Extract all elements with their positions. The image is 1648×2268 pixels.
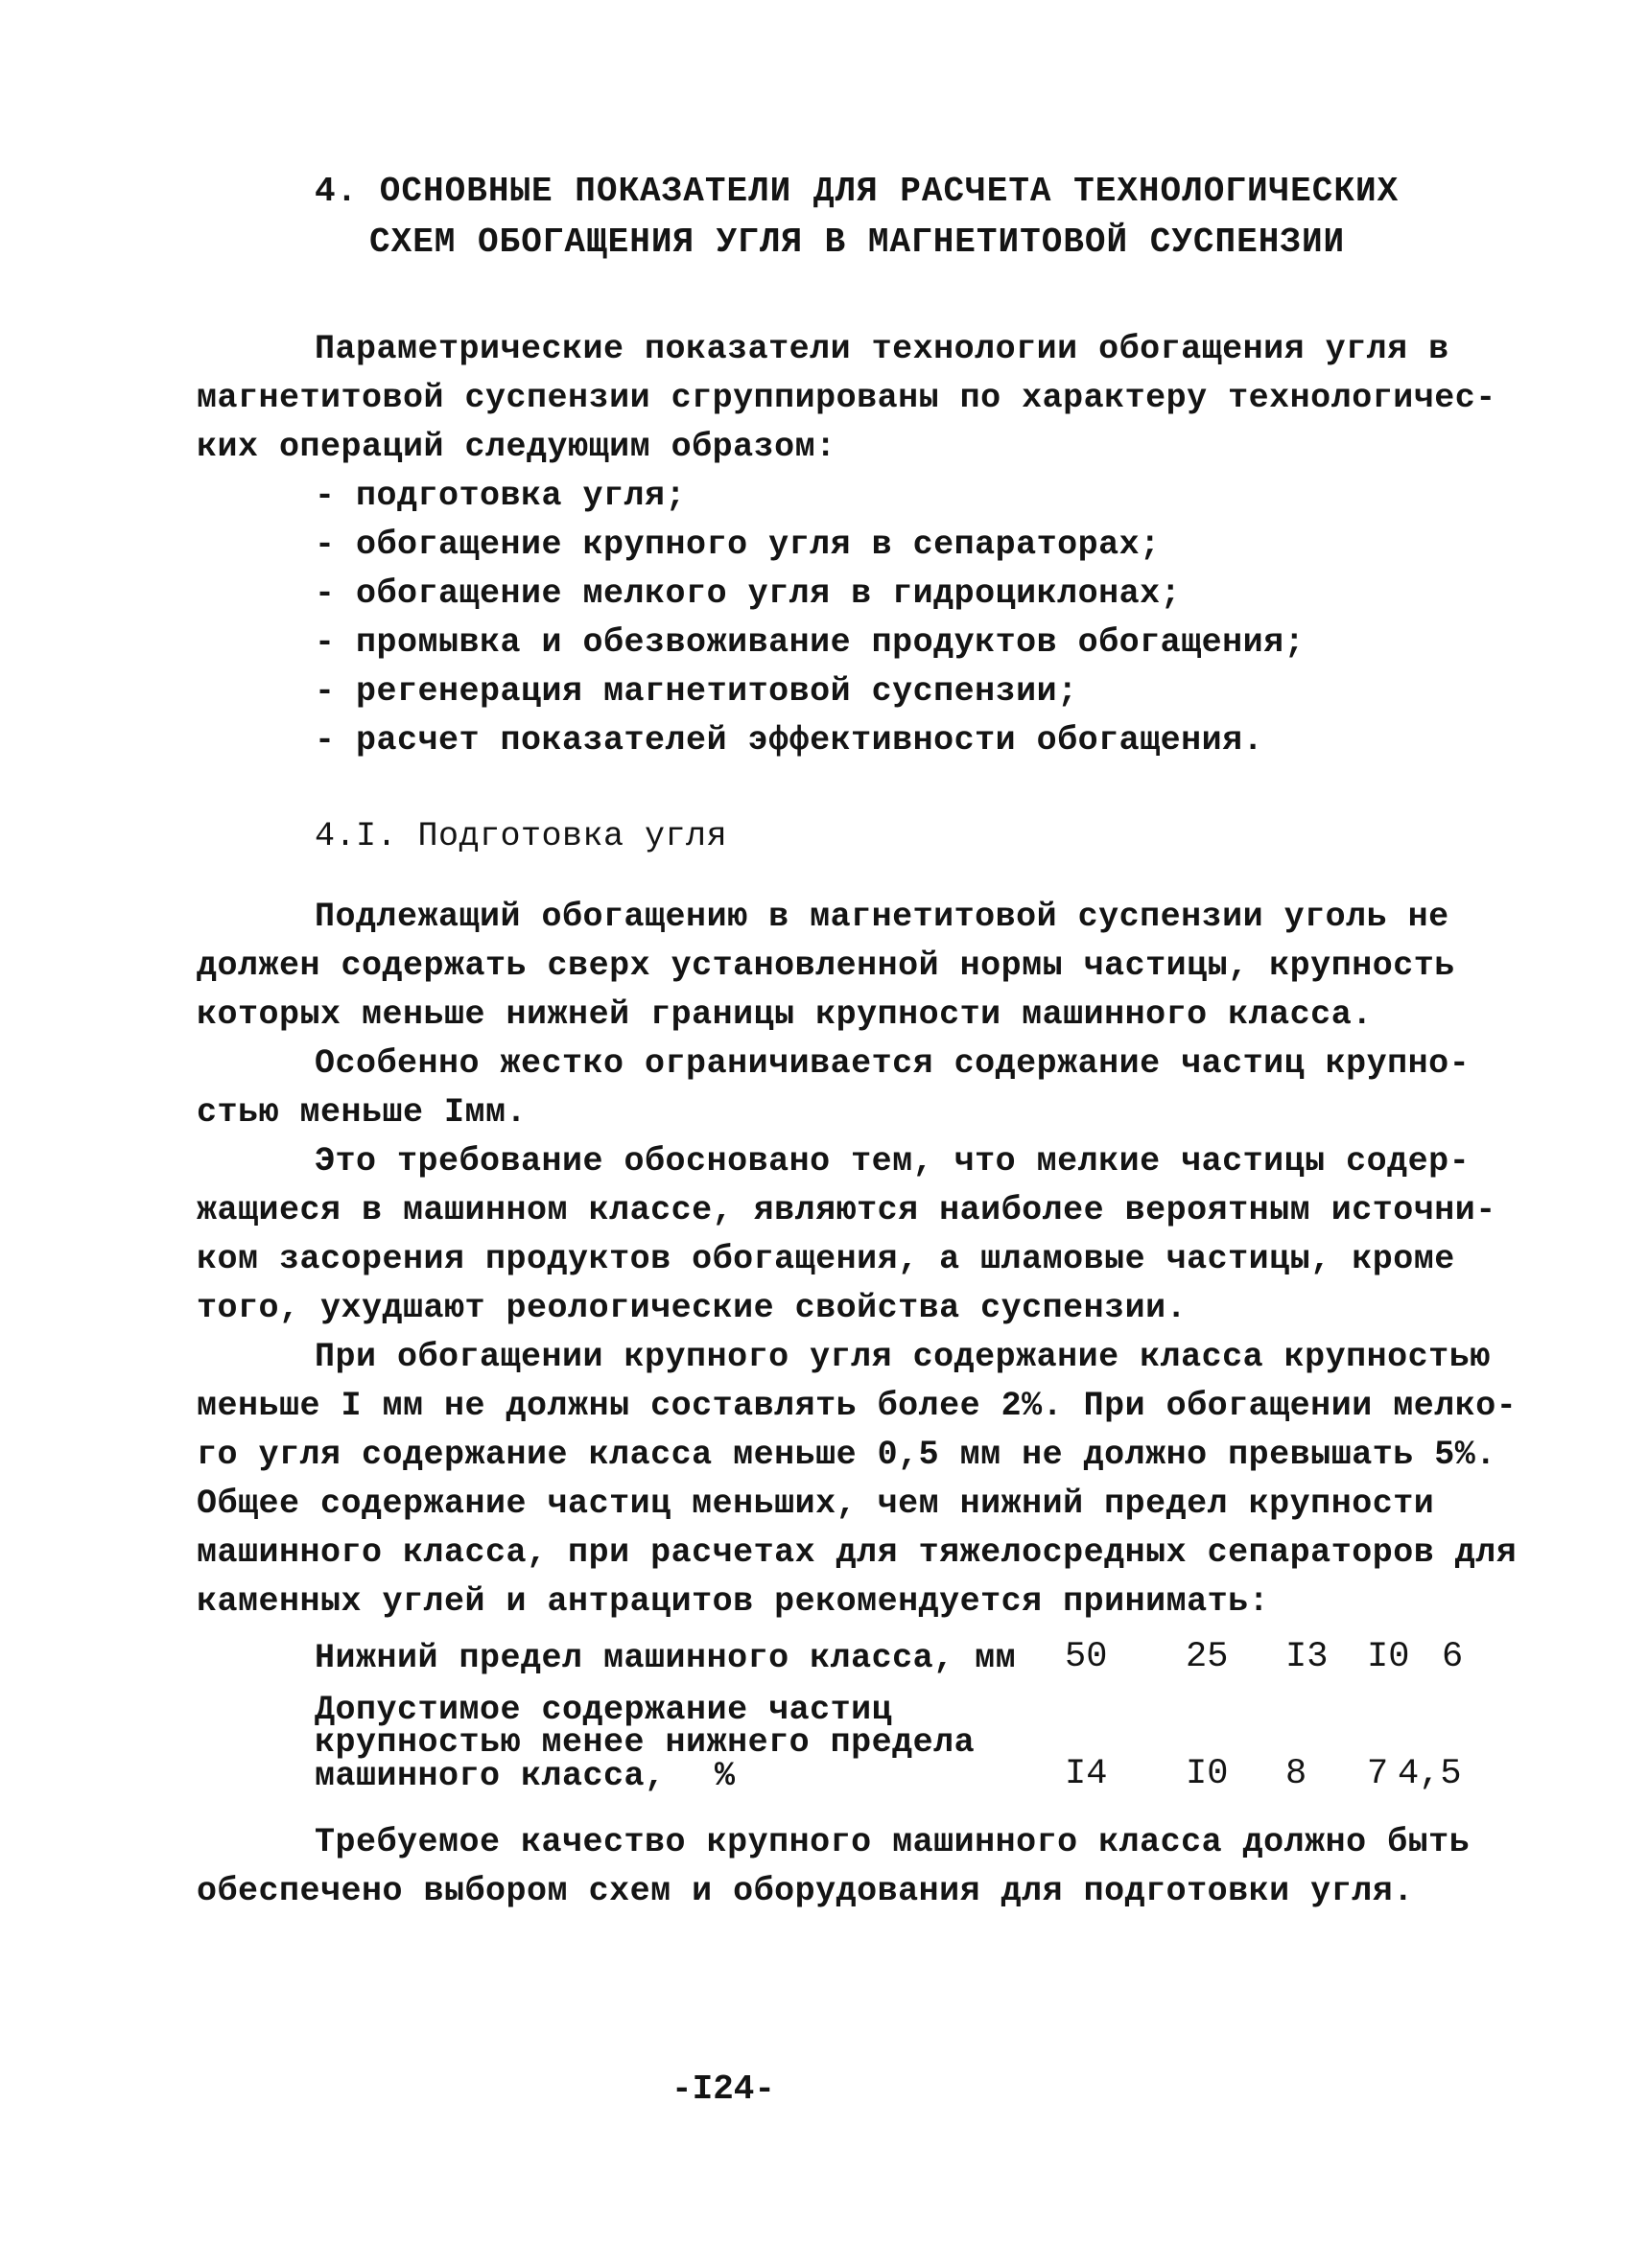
- paragraph3-line-1: Это требование обосновано тем, что мелкие частицы содер-: [315, 1142, 1471, 1181]
- table-row1-value: I3: [1285, 1637, 1329, 1677]
- paragraph1-line-1: Подлежащий обогащению в магнетитовой суспензии уголь не: [315, 898, 1449, 936]
- operation-item: - обогащение мелкого угля в гидроциклонах;: [315, 574, 1182, 613]
- operation-item: - расчет показателей эффективности обогащения.: [315, 721, 1264, 760]
- table-row2-label-line-1: Допустимое содержание частиц: [315, 1691, 893, 1729]
- intro-line-3: ких операций следующим образом:: [197, 428, 836, 466]
- operation-item: - регенерация магнетитовой суспензии;: [315, 672, 1078, 711]
- intro-line-1: Параметрические показатели технологии обогащения угля в: [315, 330, 1449, 368]
- subsection-title: 4.I. Подготовка угля: [315, 817, 728, 855]
- table-row1-label: Нижний предел машинного класса, мм: [315, 1639, 1017, 1677]
- table-row2-label-line-3: машинного класса,: [315, 1757, 666, 1795]
- paragraph2-line-1: Особенно жестко ограничивается содержание частиц крупно-: [315, 1044, 1471, 1083]
- heading-line-1: 4. ОСНОВНЫЕ ПОКАЗАТЕЛИ ДЛЯ РАСЧЕТА ТЕХНОЛОГИЧЕСКИХ: [315, 172, 1400, 211]
- operation-item: - промывка и обезвоживание продуктов обогащения;: [315, 623, 1306, 662]
- table-row2-unit: %: [715, 1757, 736, 1795]
- table-row2-value: 4,5: [1398, 1754, 1462, 1794]
- paragraph3-line-2: жащиеся в машинном классе, являются наиболее вероятным источни-: [197, 1191, 1496, 1229]
- paragraph1-line-3: которых меньше нижней границы крупности машинного класса.: [197, 995, 1373, 1034]
- paragraph3-line-4: того, ухудшают реологические свойства суспензии.: [197, 1289, 1188, 1327]
- table-row2-value: 7: [1367, 1754, 1389, 1794]
- page-number: -I24-: [671, 2069, 776, 2109]
- paragraph4-line-3: го угля содержание класса меньше 0,5 мм не должно превышать 5%.: [197, 1436, 1496, 1474]
- operation-item: - обогащение крупного угля в сепараторах;: [315, 526, 1161, 564]
- table-row2-value: 8: [1285, 1754, 1307, 1794]
- paragraph4-line-5: машинного класса, при расчетах для тяжелосредных сепараторов для: [197, 1533, 1518, 1572]
- paragraph4-line-4: Общее содержание частиц меньших, чем нижний предел крупности: [197, 1485, 1435, 1523]
- table-row1-value: 6: [1442, 1637, 1464, 1677]
- table-row2-label-line-2: крупностью менее нижнего предела: [315, 1723, 976, 1762]
- paragraph4-line-6: каменных углей и антрацитов рекомендуется принимать:: [197, 1582, 1270, 1621]
- paragraph4-line-2: меньше I мм не должны составлять более 2%. При обогащении мелко-: [197, 1387, 1518, 1425]
- intro-line-2: магнетитовой суспензии сгруппированы по характеру технологичес-: [197, 379, 1496, 417]
- paragraph2-line-2: стью меньше Iмм.: [197, 1093, 528, 1132]
- paragraph5-line-2: обеспечено выбором схем и оборудования для подготовки угля.: [197, 1872, 1414, 1910]
- table-row1-value: 50: [1065, 1637, 1108, 1677]
- table-row2-value: I4: [1065, 1754, 1108, 1794]
- paragraph5-line-1: Требуемое качество крупного машинного класса должно быть: [315, 1823, 1471, 1861]
- table-row2-value: I0: [1186, 1754, 1229, 1794]
- paragraph3-line-3: ком засорения продуктов обогащения, а шламовые частицы, кроме: [197, 1240, 1455, 1278]
- paragraph4-line-1: При обогащении крупного угля содержание класса крупностью: [315, 1338, 1491, 1376]
- table-row1-value: 25: [1186, 1637, 1229, 1677]
- operation-item: - подготовка угля;: [315, 477, 687, 515]
- paragraph1-line-2: должен содержать сверх установленной нормы частицы, крупность: [197, 947, 1455, 985]
- heading-line-2: СХЕМ ОБОГАЩЕНИЯ УГЛЯ В МАГНЕТИТОВОЙ СУСПЕНЗИИ: [369, 222, 1346, 262]
- table-row1-value: I0: [1367, 1637, 1410, 1677]
